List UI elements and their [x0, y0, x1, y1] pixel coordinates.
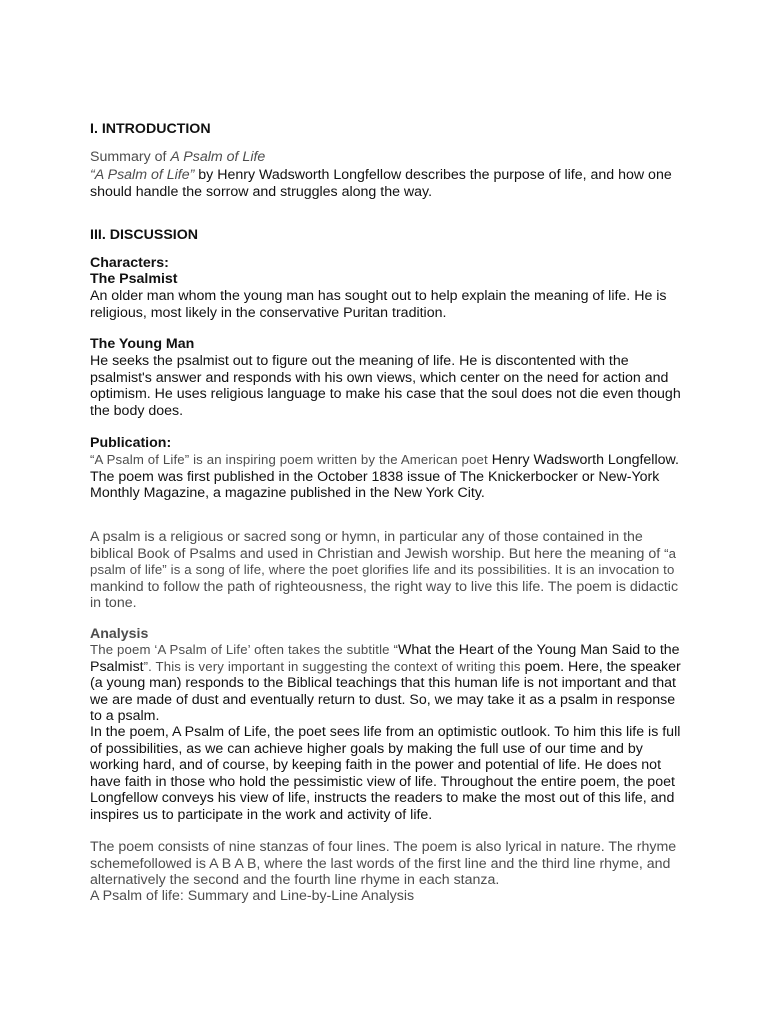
psalm-definition-b: “a psalm of life” is a song of life, where the poet glorifies life and its possibilities. It is an invocation to [90, 545, 677, 577]
introduction-heading: I. INTRODUCTION [90, 121, 211, 137]
summary-subheading [90, 149, 690, 166]
psalmist-description: An older man whom the young man has sought out to help explain the meaning of life. He is religious, most likely in the conservative Puritan tradition. [90, 288, 667, 321]
psalm-definition-paragraph [90, 529, 690, 612]
summary-title: A Psalm of Life [170, 149, 266, 165]
analysis-context: ”. This is very important in suggesting the context of writing this [143, 658, 521, 674]
analysis-link-title: A Psalm of life: Summary and Line-by-Line Analysis [90, 888, 415, 904]
analysis-label: Analysis [90, 626, 149, 642]
characters-label: Characters: [90, 255, 169, 271]
analysis-intro: The poem ‘A Psalm of Life’ often takes the subtitle “ [90, 642, 398, 657]
young-man-heading: The Young Man [90, 336, 195, 352]
young-man-description: He seeks the psalmist out to figure out the meaning of life. He is discontented with the psalmist's answer and responds with his own views, which center on the need for action and optimism. He uses religious language to make his case that the soul does not die even though the body does. [90, 353, 681, 419]
intro-description: by Henry Wadsworth Longfellow describes the purpose of life, and how one should handle the sorrow and struggles along the way. [90, 167, 672, 200]
analysis-paragraph-2: In the poem, A Psalm of Life, the poet sees life from an optimistic outlook. To him this life is full of possibilities, as we can achieve higher goals by making the full use of our time and by working hard, and of course, by keeping faith in the power and potential of life. He does not have faith in those who hold the pessimistic view of life. Throughout the entire poem, the poet Longfellow conveys his view of life, instructs the readers to make the most out of this life, and inspires us to participate in the work and activity of life. [90, 724, 681, 823]
psalm-definition-a: A psalm is a religious or sacred song or hymn, in particular any of those contained in the biblical Book of Psalms and used in Christian and Jewish worship. But here the meaning of [90, 529, 665, 562]
publication-paragraph [90, 452, 690, 502]
publication-label: Publication: [90, 435, 172, 451]
discussion-heading: III. DISCUSSION [90, 227, 198, 243]
psalm-definition-c: mankind to follow the path of righteousness, the right way to live this life. The poem is didactic in tone. [90, 578, 679, 611]
analysis-paragraph-1 [90, 642, 690, 725]
analysis-body: poem. Here, the speaker (a young man) responds to the Biblical teachings that this human life is not important and that we are made of dust and eventually return to dust. So, we may take it as a psalm in response to a psalm. [90, 658, 681, 724]
intro-paragraph [90, 167, 690, 200]
structure-paragraph: The poem consists of nine stanzas of four lines. The poem is also lyrical in nature. The rhyme schemefollowed is A B A B, where the last words of the first line and the third line rhyme, and alternatively the second and the fourth line rhyme in each stanza. [90, 839, 677, 888]
intro-quoted-title: “A Psalm of Life” [90, 167, 195, 183]
analysis-subtitle: What the Heart of the Young Man Said to the Psalmist [90, 642, 680, 675]
publication-details: Henry Wadsworth Longfellow. The poem was first published in the October 1838 issue of The Knickerbocker or New-York Monthly Magazine, a magazine published in the New York City. [90, 452, 679, 501]
summary-prefix: Summary of [90, 149, 171, 165]
publication-intro: “A Psalm of Life” is an inspiring poem written by the American poet [90, 452, 488, 467]
psalmist-heading: The Psalmist [90, 271, 178, 287]
